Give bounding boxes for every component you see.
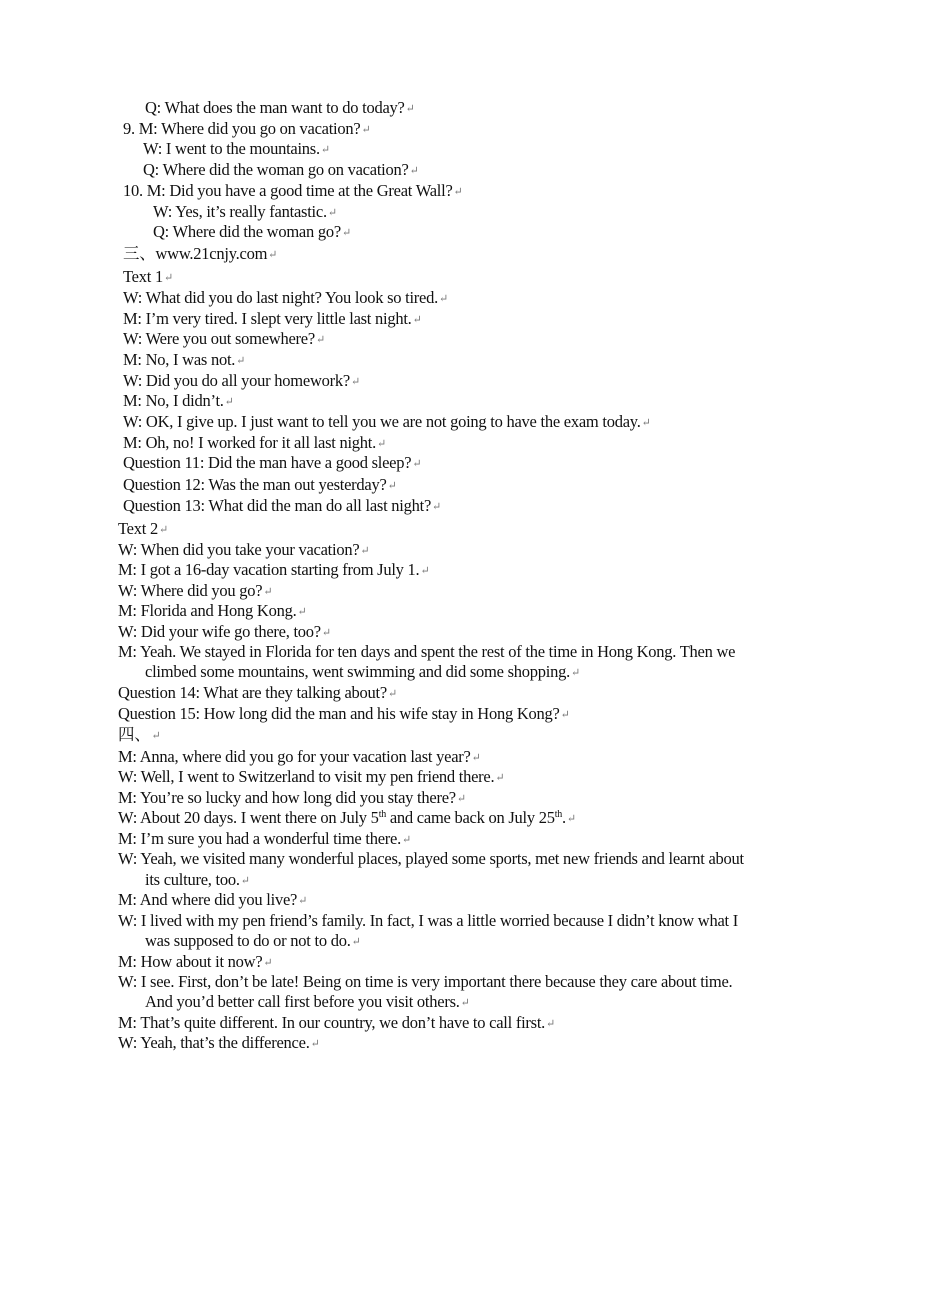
paragraph-mark-icon: ↵ <box>387 480 397 492</box>
text2-line: W: Did your wife go there, too?↵ <box>118 622 331 641</box>
paragraph-mark-icon: ↵ <box>321 627 331 639</box>
text1-line: M: I’m very tired. I slept very little last night.↵ <box>123 309 422 328</box>
text1-line: W: OK, I give up. I just want to tell you we are not going to have the exam today.↵ <box>123 412 651 431</box>
paragraph-mark-icon: ↵ <box>432 501 441 513</box>
paragraph-mark-icon: ↵ <box>320 144 330 156</box>
text2-line: M: I got a 16-day vacation starting from July 1.↵ <box>118 560 430 579</box>
paragraph-mark-icon: ↵ <box>158 524 168 536</box>
item10-man-line: 10. M: Did you have a good time at the Great Wall?↵ <box>123 181 463 200</box>
part4-heading: 四、↵ <box>118 725 161 744</box>
paragraph-mark-icon: ↵ <box>641 417 651 429</box>
q8-question: Q: What does the man want to do today?↵ <box>145 98 415 117</box>
text2-question: Question 15: How long did the man and his wife stay in Hong Kong?↵ <box>118 704 570 723</box>
item9-woman-line: W: I went to the mountains.↵ <box>143 139 330 158</box>
paragraph-mark-icon: ↵ <box>566 813 576 825</box>
part3-heading: 三、www.21cnjy.com↵ <box>123 244 278 263</box>
text1-line: M: No, I was not.↵ <box>123 350 246 369</box>
paragraph-mark-icon: ↵ <box>377 438 386 450</box>
text2-question: Question 14: What are they talking about?↵ <box>118 683 397 702</box>
paragraph-mark-icon: ↵ <box>163 272 173 284</box>
paragraph-mark-icon: ↵ <box>401 834 411 846</box>
paragraph-mark-icon: ↵ <box>412 314 422 326</box>
part4-line: M: Anna, where did you go for your vacation last year?↵ <box>118 747 481 766</box>
part4-line: M: How about it now?↵ <box>118 952 273 971</box>
paragraph-mark-icon: ↵ <box>471 752 481 764</box>
text2-long-line-cont: climbed some mountains, went swimming and did some shopping.↵ <box>145 662 580 681</box>
part4-line: M: You’re so lucky and how long did you stay there?↵ <box>118 788 466 807</box>
text2-line: W: Where did you go?↵ <box>118 581 273 600</box>
paragraph-mark-icon: ↵ <box>327 207 337 219</box>
part4-line: W: Yeah, that’s the difference.↵ <box>118 1033 320 1052</box>
paragraph-mark-icon: ↵ <box>409 165 419 177</box>
text1-question: Question 12: Was the man out yesterday?↵ <box>123 475 397 494</box>
paragraph-mark-icon: ↵ <box>405 103 415 115</box>
paragraph-mark-icon: ↵ <box>420 565 430 577</box>
paragraph-mark-icon: ↵ <box>263 586 273 598</box>
text1-line: W: Were you out somewhere?↵ <box>123 329 325 348</box>
paragraph-mark-icon: ↵ <box>236 355 246 367</box>
text1-line: M: No, I didn’t.↵ <box>123 391 234 410</box>
paragraph-mark-icon: ↵ <box>460 997 470 1009</box>
paragraph-mark-icon: ↵ <box>310 1038 320 1050</box>
part4-line: W: Well, I went to Switzerland to visit my pen friend there.↵ <box>118 767 505 786</box>
text1-line: W: What did you do last night? You look so tired.↵ <box>123 288 448 307</box>
paragraph-mark-icon: ↵ <box>298 895 308 907</box>
text2-line: M: Florida and Hong Kong.↵ <box>118 601 307 620</box>
paragraph-mark-icon: ↵ <box>560 709 570 721</box>
text1-line: M: Oh, no! I worked for it all last night.↵ <box>123 433 386 452</box>
paragraph-mark-icon: ↵ <box>387 688 397 700</box>
item9-question: Q: Where did the woman go on vacation?↵ <box>143 160 419 179</box>
text2-line: W: When did you take your vacation?↵ <box>118 540 370 559</box>
part4-line-cont: And you’d better call first before you visit others.↵ <box>145 992 470 1011</box>
paragraph-mark-icon: ↵ <box>360 545 370 557</box>
paragraph-mark-icon: ↵ <box>263 957 273 969</box>
paragraph-mark-icon: ↵ <box>495 772 505 784</box>
part4-line-cont: was supposed to do or not to do.↵ <box>145 931 361 950</box>
part4-line: M: That’s quite different. In our country, we don’t have to call first.↵ <box>118 1013 556 1032</box>
paragraph-mark-icon: ↵ <box>453 186 463 198</box>
paragraph-mark-icon: ↵ <box>570 667 580 679</box>
paragraph-mark-icon: ↵ <box>315 334 325 346</box>
text1-question: Question 13: What did the man do all last night?↵ <box>123 496 441 515</box>
paragraph-mark-icon: ↵ <box>350 376 360 388</box>
part4-line-cont: its culture, too.↵ <box>145 870 250 889</box>
item9-man-line: 9. M: Where did you go on vacation?↵ <box>123 119 371 138</box>
item10-woman-line: W: Yes, it’s really fantastic.↵ <box>153 202 337 221</box>
paragraph-mark-icon: ↵ <box>351 936 361 948</box>
part4-line-dates: W: About 20 days. I went there on July 5th and came back on July 25th.↵ <box>118 808 576 827</box>
paragraph-mark-icon: ↵ <box>412 458 422 470</box>
paragraph-mark-icon: ↵ <box>297 606 307 618</box>
paragraph-mark-icon: ↵ <box>341 227 351 239</box>
paragraph-mark-icon: ↵ <box>240 875 250 887</box>
part4-line-first: W: I lived with my pen friend’s family. In fact, I was a little worried because I didn’t know what I <box>118 911 738 930</box>
text1-question: Question 11: Did the man have a good sleep?↵ <box>123 453 422 472</box>
paragraph-mark-icon: ↵ <box>439 293 448 305</box>
paragraph-mark-icon: ↵ <box>456 793 466 805</box>
paragraph-mark-icon: ↵ <box>546 1018 556 1030</box>
text1-line: W: Did you do all your homework?↵ <box>123 371 360 390</box>
part4-line-first: W: Yeah, we visited many wonderful places, played some sports, met new friends and learnt about <box>118 849 744 868</box>
part4-line: M: I’m sure you had a wonderful time there.↵ <box>118 829 411 848</box>
item10-question: Q: Where did the woman go?↵ <box>153 222 351 241</box>
text2-title: Text 2↵ <box>118 519 168 538</box>
text1-title: Text 1↵ <box>123 267 173 286</box>
part4-line: M: And where did you live?↵ <box>118 890 308 909</box>
paragraph-mark-icon: ↵ <box>268 249 278 261</box>
text2-long-line-first: M: Yeah. We stayed in Florida for ten days and spent the rest of the time in Hong Kong. Then we <box>118 642 736 661</box>
paragraph-mark-icon: ↵ <box>361 124 371 136</box>
part4-line-first: W: I see. First, don’t be late! Being on time is very important there because they care about time. <box>118 972 733 991</box>
paragraph-mark-icon: ↵ <box>224 396 234 408</box>
paragraph-mark-icon: ↵ <box>151 730 161 742</box>
